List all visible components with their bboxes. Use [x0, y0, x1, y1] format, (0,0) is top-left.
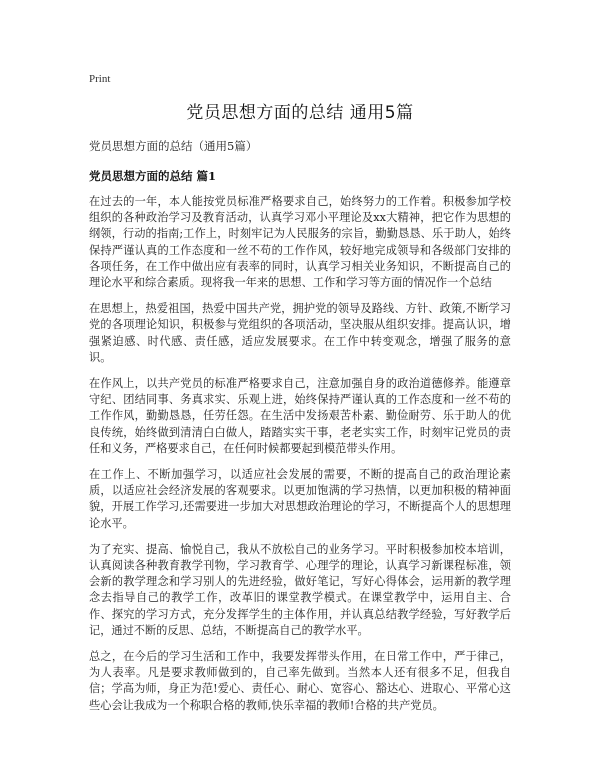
paragraph-5: 为了充实、提高、愉悦自己，我从不放松自己的业务学习。平时积极参加校本培训，认真阅读各种教育教学刊物，学习教育学、心理学的理论，认真学习新课程标准，领会新的教学理念和学习别人的先进经验，做好笔记，写好心得体会，运用新的教学理念去指导自己的教学工作，改革旧的课堂教学模式。在课堂教学中，运用自主、合作、探究的学习方式，充分发挥学生的主体作用，并认真总结教学经验，写好教学后记，通过不断的反思、总结，不断提高自己的教学水平。 [89, 542, 511, 637]
print-label: Print [89, 73, 111, 85]
paragraph-4: 在工作上、不断加强学习，以适应社会发展的需要，不断的提高自己的政治理论素质，以适应社会经济发展的客观要求。以更加饱满的学习热情，以更加积极的精神面貌，开展工作学习,还需要进一步加大对思想政治理论的学习，不断提高个人的思想理论水平。 [89, 468, 511, 530]
document-title: 党员思想方面的总结 通用5篇 [186, 103, 414, 123]
paragraph-2: 在思想上，热爱祖国，热爱中国共产党，拥护党的领导及路线、方针、政策,不断学习党的各项理论知识，积极参与党组织的各项活动，坚决服从组织安排。提高认识，增强紧迫感、时代感、责任感，适应发展要求。在工作中转变观念，增强了服务的意识。 [89, 302, 511, 364]
paragraph-1: 在过去的一年，本人能按党员标准严格要求自己，始终努力的工作着。积极参加学校组织的各种政治学习及教育活动，认真学习邓小平理论及xx大精神，把它作为思想的纲领，行动的指南;工作上，时刻牢记为人民服务的宗旨，勤勤恳恳、乐于助人，始终保持严谨认真的工作态度和一丝不苟的工作作风，较好地完成领导和各级部门安排的各项任务，在工作中做出应有表率的同时，认真学习相关业务知识，不断提高自己的理论水平和综合素质。现将我一年来的思想、工作和学习等方面的情况作一个总结 [89, 195, 511, 290]
document-subtitle: 党员思想方面的总结（通用5篇） [89, 139, 258, 153]
paragraph-6: 总之，在今后的学习生活和工作中，我要发挥带头作用，在日常工作中，严于律己，为人表率。凡是要求教师做到的，自己率先做到。当然本人还有很多不足，但我自信；学高为师，身正为范!爱心、责任心、耐心、宽容心、豁达心、进取心、平常心这些心会让我成为一个称职合格的教师,快乐幸福的教师!合格的共产党员。 [89, 650, 511, 712]
section-heading: 党员思想方面的总结 篇1 [89, 169, 217, 183]
paragraph-3: 在作风上，以共产党员的标准严格要求自己，注意加强自身的政治道德修养。能遵章守纪、团结同事、务真求实、乐观上进，始终保持严谨认真的工作态度和一丝不苟的工作作风，勤勤恳恳，任劳任怨。在生活中发扬艰苦朴素、勤俭耐劳、乐于助人的优良传统，始终做到清清白白做人，踏踏实实干事，老老实实工作，时刻牢记党员的责任和义务，严格要求自己，在任何时候都要起到模范带头作用。 [89, 377, 511, 455]
